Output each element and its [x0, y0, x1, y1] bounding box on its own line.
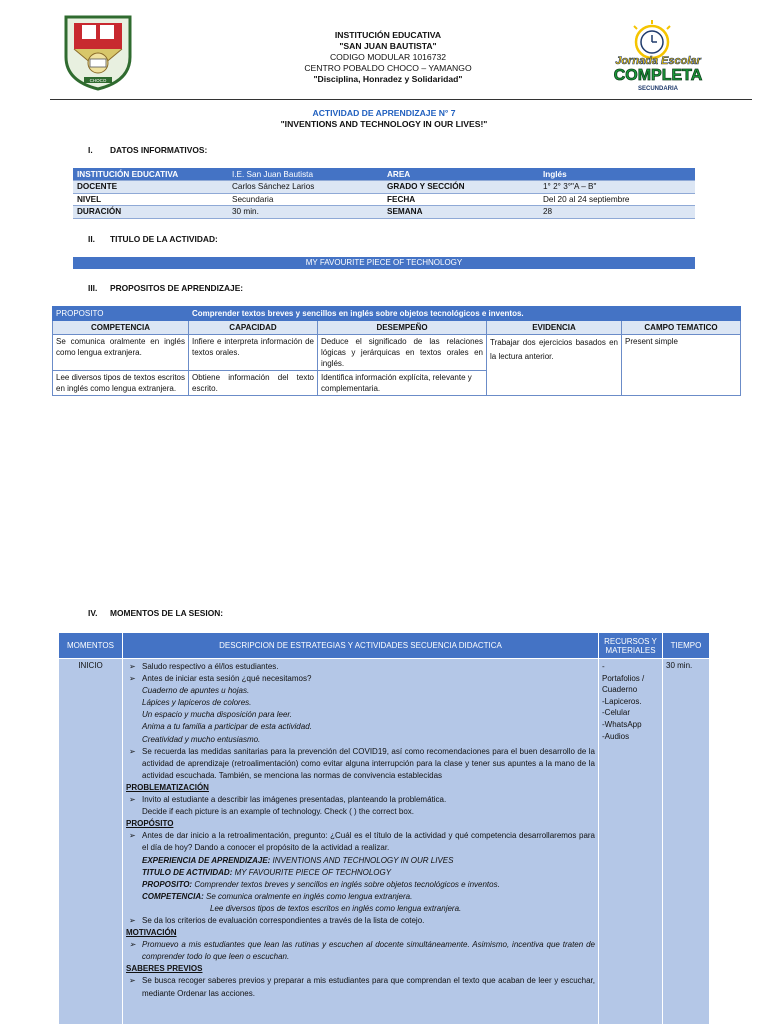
recursos-cell: [599, 659, 663, 1024]
institution-name: INSTITUCIÓN EDUCATIVA: [334, 30, 442, 40]
list-item: [126, 830, 595, 854]
arrow-bullet-icon: ➢: [129, 746, 136, 756]
section-number: II.: [88, 234, 95, 244]
badge-line2: COMPLETA: [613, 67, 703, 84]
recurso-item: Cuaderno: [602, 685, 638, 695]
column-header: COMPETENCIA: [53, 321, 189, 335]
column-header: MOMENTOS: [59, 633, 123, 659]
table-cell: Inglés: [539, 168, 695, 181]
description-cell: [123, 659, 599, 1024]
material-item: Creatividad y mucho entusiasmo.: [142, 734, 261, 744]
proposito-label: PROPOSITO: [53, 307, 189, 321]
list-item-text: Se recuerda las medidas sanitarias para la prevención del COVID19, así como recomendaciones para el buen desarrollo de la actividad de aprendizaje (retroalimentación) como evitar alguna interrupción para la clase y tener sus apuntes a la mano de la actividad escuchada. También, se menciona las normas de convivencia establecidas: [142, 746, 595, 780]
section-number: III.: [88, 283, 98, 293]
list-item: [126, 746, 595, 782]
arrow-bullet-icon: ➢: [129, 915, 136, 925]
subsection-heading: PROBLEMATIZACIÓN: [126, 782, 209, 792]
column-header: RECURSOS Y MATERIALES: [599, 633, 663, 659]
experiencia-line: [126, 855, 595, 867]
list-item-text: Se busca recoger saberes previos y preparar a mis estudiantes para que comprendan el texto que acaban de leer y escuchar, mediante Ordenar las acciones.: [142, 976, 595, 998]
recurso-item: -Audios: [602, 731, 630, 741]
table-cell: Present simple: [622, 335, 741, 396]
table-row: [53, 307, 741, 321]
tiempo-cell: 30 min.: [663, 659, 710, 1024]
section-propositos-heading: [88, 283, 243, 293]
crest-text: CHOCO: [89, 78, 107, 83]
list-item: [126, 939, 595, 963]
recurso-item: -Lapiceros.: [602, 696, 642, 706]
arrow-bullet-icon: ➢: [129, 831, 136, 841]
section-title: DATOS INFORMATIVOS:: [110, 145, 208, 155]
column-header: DESEMPEÑO: [318, 321, 487, 335]
material-item: Lápices y lapiceros de colores.: [142, 698, 252, 708]
competencia-line: [126, 891, 595, 903]
subsection-heading: PROPÓSITO: [126, 819, 174, 829]
label: TITULO DE ACTIVIDAD:: [142, 867, 233, 877]
table-cell: Identifica información explícita, relevante y complementaria.: [318, 371, 487, 396]
institution-school: "SAN JUAN BAUTISTA": [339, 41, 437, 51]
list-item: [126, 915, 595, 927]
recursos-list: [602, 661, 659, 742]
table-cell: Obtiene información del texto escrito.: [189, 371, 318, 396]
arrow-bullet-icon: ➢: [129, 674, 136, 684]
competencia-line-2: Lee diversos tipos de textos escritos en inglés como lengua extranjera.: [210, 903, 462, 913]
section-title: PROPOSITOS DE APRENDIZAJE:: [110, 283, 244, 293]
material-item: Cuaderno de apuntes u hojas.: [142, 686, 250, 696]
value: Comprender textos breves y sencillos en inglés sobre objetos tecnológicos e inventos.: [192, 879, 500, 889]
table-row: [53, 335, 741, 371]
arrow-bullet-icon: ➢: [129, 662, 136, 671]
subsection-heading: SABERES PREVIOS: [126, 964, 203, 974]
list-item-text: Invito al estudiante a describir las imágenes presentadas, planteando la problemática.: [142, 795, 447, 805]
table-header-row: [53, 321, 741, 335]
activity-number-title: ACTIVIDAD DE APRENDIZAJE N° 7: [312, 108, 456, 118]
badge-line3: SECUNDARIA: [637, 86, 679, 92]
propositos-table: [52, 306, 741, 396]
activity-subtitle: "INVENTIONS AND TECHNOLOGY IN OUR LIVES!": [280, 119, 488, 129]
label: PROPOSITO:: [142, 879, 193, 889]
subsection-heading: MOTIVACIÓN: [126, 928, 177, 938]
list-item: [126, 673, 595, 685]
table-row: [59, 659, 710, 1024]
table-cell: Deduce el significado de las relaciones lógicas y jerárquicas en textos orales en inglés.: [318, 335, 487, 371]
value: MY FAVOURITE PIECE OF TECHNOLOGY: [232, 867, 392, 877]
table-cell: DOCENTE: [73, 181, 228, 194]
datos-table: [73, 168, 695, 219]
list-item: [126, 794, 595, 806]
list-item-text: Se da los criterios de evaluación correspondientes a través de la lista de cotejo.: [142, 915, 425, 925]
list-item: [126, 975, 595, 999]
table-cell: GRADO Y SECCIÓN: [383, 181, 539, 194]
proposito-line: [126, 879, 595, 891]
label: EXPERIENCIA DE APRENDIZAJE:: [142, 855, 271, 865]
table-cell: Secundaria: [228, 193, 383, 206]
table-cell: FECHA: [383, 193, 539, 206]
table-cell: 30 min.: [228, 206, 383, 219]
table-cell: 1° 2° 3°"A – B": [539, 181, 695, 194]
recurso-item: Portafolios /: [602, 673, 645, 683]
table-cell: I.E. San Juan Bautista: [228, 168, 383, 181]
instruction-text: Decide if each picture is an example of technology. Check ( ) the correct box.: [142, 807, 414, 817]
column-header: CAMPO TEMATICO: [622, 321, 741, 335]
momentos-table: [58, 632, 710, 1024]
table-header-row: [59, 633, 710, 659]
badge-line1: Jornada Escolar: [615, 55, 701, 67]
table-cell: INSTITUCIÓN EDUCATIVA: [73, 168, 228, 181]
document-header: [0, 0, 768, 102]
column-header: CAPACIDAD: [189, 321, 318, 335]
titulo-line: [126, 867, 595, 879]
table-cell: Infiere e interpreta información de textos orales.: [189, 335, 318, 371]
section-number: I.: [88, 145, 93, 155]
section-datos-heading: [88, 145, 207, 155]
table-row: [73, 193, 695, 206]
column-header: TIEMPO: [663, 633, 710, 659]
table-row: [73, 206, 695, 219]
activity-title-bar: MY FAVOURITE PIECE OF TECHNOLOGY: [73, 257, 695, 269]
material-item: Anima a tu familia a participar de esta actividad.: [142, 722, 312, 732]
section-title: MOMENTOS DE LA SESION:: [110, 608, 224, 618]
label: COMPETENCIA:: [142, 891, 204, 901]
list-item-text: Antes de dar inicio a la retroalimentación, pregunto: ¿Cuál es el título de la actividad y qué competencia desarrollaremos para el día de hoy? Dando a conocer el propósito de la actividad a realizar.: [142, 831, 595, 853]
proposito-text: Comprender textos breves y sencillos en inglés sobre objetos tecnológicos e inventos.: [189, 307, 741, 321]
list-item-text: Antes de iniciar esta sesión ¿qué necesitamos?: [142, 674, 312, 684]
arrow-bullet-icon: ➢: [129, 795, 136, 805]
table-row: [73, 168, 695, 181]
table-cell: Trabajar dos ejercicios basados en la lectura anterior.: [487, 335, 622, 396]
value: INVENTIONS AND TECHNOLOGY IN OUR LIVES: [270, 855, 454, 865]
momento-cell: INICIO: [59, 659, 123, 1024]
table-cell: 28: [539, 206, 695, 219]
recurso-item: -WhatsApp: [602, 719, 642, 729]
description-content: [126, 661, 595, 1000]
material-item: Un espacio y mucha disposición para leer.: [142, 710, 293, 720]
table-cell: DURACIÓN: [73, 206, 228, 219]
list-item-text: Saludo respectivo a él/los estudiantes.: [142, 662, 279, 671]
list-item: [126, 661, 595, 673]
column-header: EVIDENCIA: [487, 321, 622, 335]
table-row: [73, 181, 695, 194]
recurso-item: -: [602, 662, 605, 671]
arrow-bullet-icon: ➢: [129, 940, 136, 950]
school-crest-icon: [62, 13, 134, 91]
value: Se comunica oralmente en inglés como lengua extranjera.: [203, 891, 413, 901]
table-cell: SEMANA: [383, 206, 539, 219]
recurso-item: -Celular: [602, 708, 631, 718]
section-titulo-heading: [88, 234, 218, 244]
table-cell: AREA: [383, 168, 539, 181]
table-cell: Lee diversos tipos de textos escritos en inglés como lengua extranjera.: [53, 371, 189, 396]
institution-block: [250, 30, 526, 85]
column-header: DESCRIPCION DE ESTRATEGIAS Y ACTIVIDADES SECUENCIA DIDACTICA: [123, 633, 599, 659]
section-title: TITULO DE LA ACTIVIDAD:: [110, 234, 218, 244]
table-cell: Del 20 al 24 septiembre: [539, 193, 695, 206]
table-cell: Carlos Sánchez Larios: [228, 181, 383, 194]
list-item-text: Promuevo a mis estudiantes que lean las rutinas y escuchen al docente simultáneamente. Asimismo, incentiva que traten de comprender todo lo que leen o escuchan.: [142, 940, 595, 962]
jornada-escolar-logo-icon: [598, 16, 718, 96]
section-number: IV.: [88, 608, 98, 618]
section-momentos-heading: [88, 608, 223, 618]
table-cell: NIVEL: [73, 193, 228, 206]
arrow-bullet-icon: ➢: [129, 976, 136, 986]
modular-code: CODIGO MODULAR 1016732: [329, 52, 447, 62]
motto: "Disciplina, Honradez y Solidaridad": [313, 74, 463, 84]
header-divider: [50, 99, 752, 100]
table-cell: Se comunica oralmente en inglés como lengua extranjera.: [53, 335, 189, 371]
town-name: CENTRO POBALDO CHOCO – YAMANGO: [304, 63, 472, 73]
